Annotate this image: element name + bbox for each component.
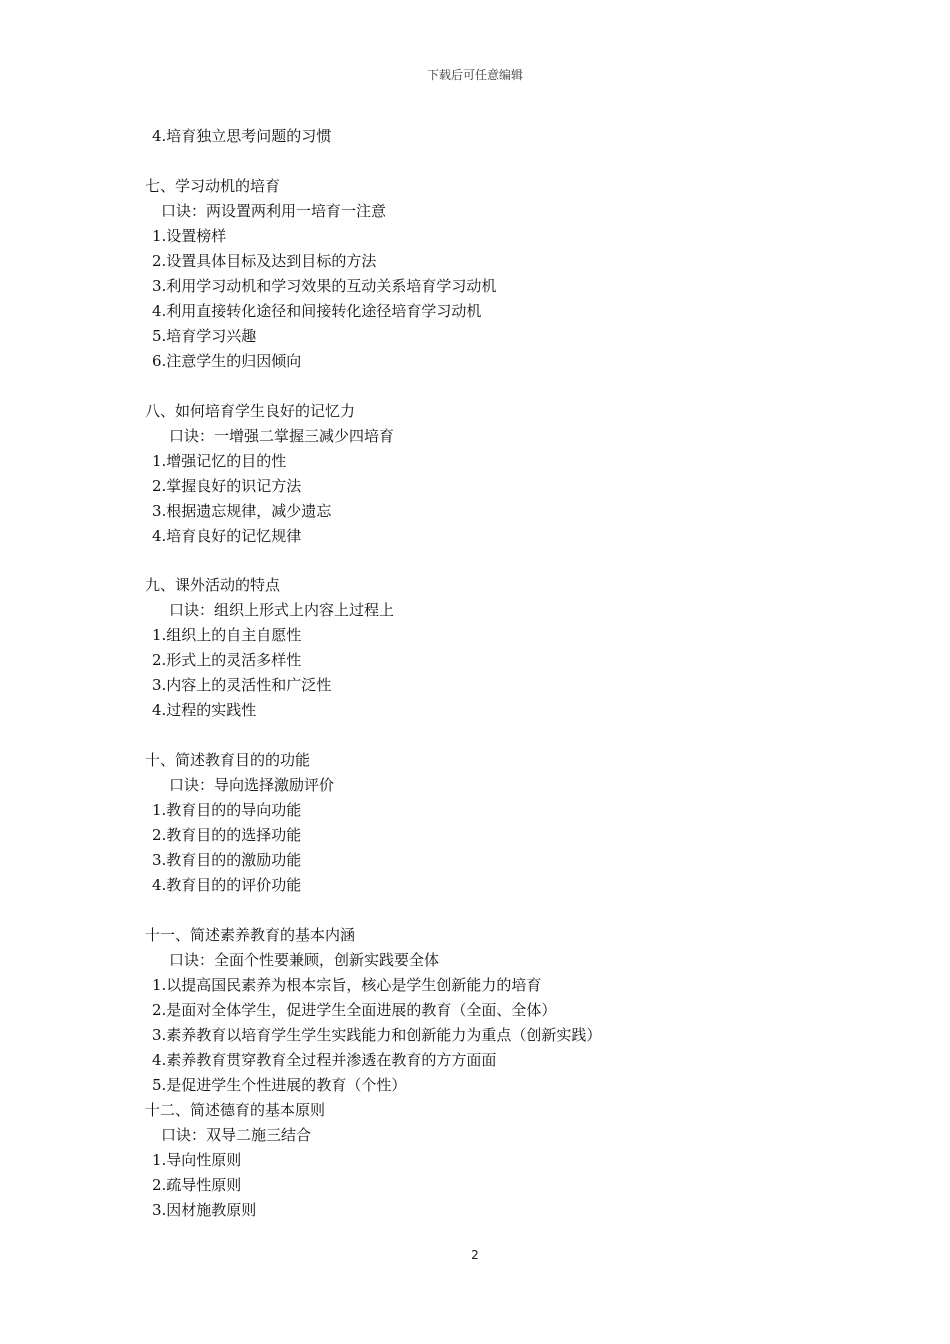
list-item: 4.培育独立思考问题的习惯 <box>152 127 332 145</box>
list-item: 4.教育目的的评价功能 <box>152 876 302 895</box>
page-header: 下载后可任意编辑 <box>426 68 523 82</box>
mnemonic-text: 口诀：两设置两利用一培育一注意 <box>161 201 387 220</box>
mnemonic-text: 口诀：双导二施三结合 <box>161 1125 312 1144</box>
list-item: 1.以提高国民素养为根本宗旨，核心是学生创新能力的培育 <box>152 975 542 994</box>
list-item: 6.注意学生的归因倾向 <box>152 351 302 370</box>
list-item: 3.因材施教原则 <box>152 1200 257 1219</box>
list-item: 1.设置榜样 <box>152 226 227 245</box>
list-item: 5.培育学习兴趣 <box>152 326 257 345</box>
mnemonic-text: 口诀：导向选择激励评价 <box>169 776 335 795</box>
page-number: 2 <box>471 1248 479 1262</box>
list-item: 1.导向性原则 <box>152 1150 242 1169</box>
section-heading: 十、简述教育目的的功能 <box>145 751 311 770</box>
list-item: 3.根据遗忘规律，减少遗忘 <box>152 501 332 520</box>
mnemonic-text: 口诀：组织上形式上内容上过程上 <box>169 601 395 620</box>
section-heading: 八、如何培育学生良好的记忆力 <box>145 401 356 420</box>
list-item: 3.素养教育以培育学生学生实践能力和创新能力为重点（创新实践） <box>152 1025 602 1044</box>
list-item: 1.组织上的自主自愿性 <box>152 626 302 645</box>
section-heading: 九、课外活动的特点 <box>145 576 281 595</box>
list-item: 2.教育目的的选择功能 <box>152 826 302 845</box>
list-item: 1.增强记忆的目的性 <box>152 451 287 470</box>
list-item: 2.设置具体目标及达到目标的方法 <box>152 251 377 270</box>
list-item: 5.是促进学生个性进展的教育（个性） <box>152 1075 407 1094</box>
list-item: 1.教育目的的导向功能 <box>152 801 302 820</box>
list-item: 2.形式上的灵活多样性 <box>152 651 302 670</box>
list-item: 4.过程的实践性 <box>152 701 257 720</box>
section-heading: 十一、简述素养教育的基本内涵 <box>145 925 356 944</box>
list-item: 2.疏导性原则 <box>152 1175 242 1194</box>
section-heading: 七、学习动机的培育 <box>145 176 281 195</box>
document-body <box>145 124 825 1223</box>
list-item: 2.是面对全体学生，促进学生全面进展的教育（全面、全体） <box>152 1000 557 1019</box>
list-item: 4.素养教育贯穿教育全过程并渗透在教育的方方面面 <box>152 1050 497 1069</box>
section-heading: 十二、简述德育的基本原则 <box>145 1100 326 1119</box>
list-item: 3.教育目的的激励功能 <box>152 851 302 870</box>
list-item: 3.利用学习动机和学习效果的互动关系培育学习动机 <box>152 276 497 295</box>
mnemonic-text: 口诀：一增强二掌握三减少四培育 <box>169 426 395 445</box>
mnemonic-text: 口诀：全面个性要兼顾，创新实践要全体 <box>169 950 440 969</box>
list-item: 4.培育良好的记忆规律 <box>152 526 302 545</box>
list-item: 4.利用直接转化途径和间接转化途径培育学习动机 <box>152 301 482 320</box>
list-item: 3.内容上的灵活性和广泛性 <box>152 676 332 695</box>
list-item: 2.掌握良好的识记方法 <box>152 476 302 495</box>
